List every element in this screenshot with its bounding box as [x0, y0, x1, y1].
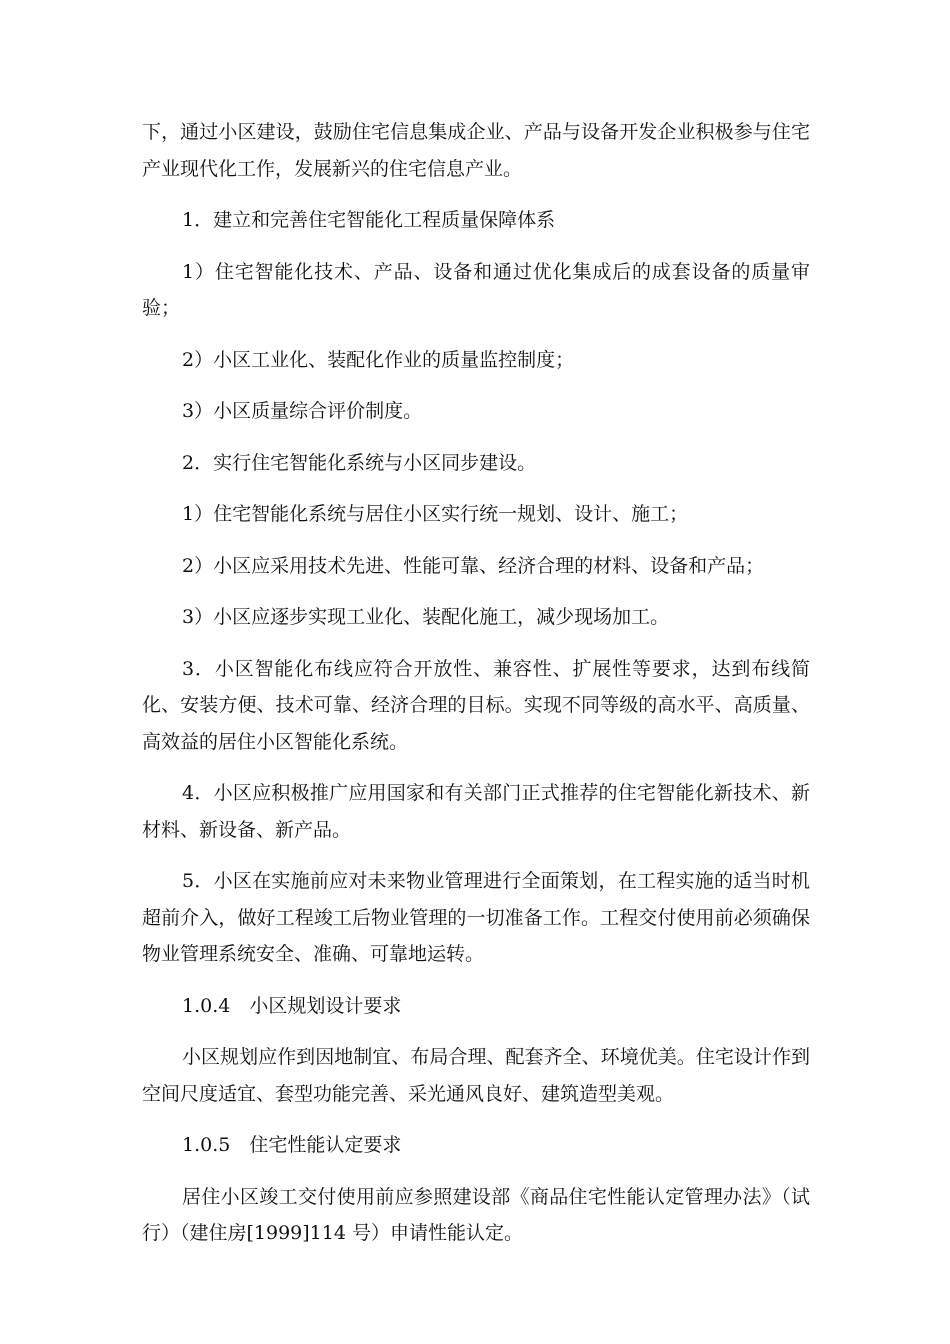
section-1-0-5-heading: 1.0.5 住宅性能认定要求	[182, 1134, 402, 1156]
item-3-paragraph: 3．小区智能化布线应符合开放性、兼容性、扩展性等要求，达到布线简化、安装方便、技术可靠、经济合理的目标。实现不同等级的高水平、高质量、高效益的居住小区智能化系统。	[142, 657, 810, 753]
item-1-sub-1: 1）住宅智能化技术、产品、设备和通过优化集成后的成套设备的质量审验；	[142, 260, 810, 319]
item-4-paragraph: 4．小区应积极推广应用国家和有关部门正式推荐的住宅智能化新技术、新材料、新设备、新产品。	[142, 782, 810, 841]
item-2-heading: 2．实行住宅智能化系统与小区同步建设。	[182, 451, 537, 474]
item-1-sub-2: 2）小区工业化、装配化作业的质量监控制度；	[182, 348, 575, 371]
document-body	[142, 114, 810, 1252]
item-2-sub-1: 1）住宅智能化系统与居住小区实行统一规划、设计、施工；	[182, 503, 689, 525]
item-5-paragraph: 5．小区在实施前应对未来物业管理进行全面策划，在工程实施的适当时机超前介入，做好工程竣工后物业管理的一切准备工作。工程交付使用前必须确保物业管理系统安全、准确、可靠地运转。	[142, 870, 810, 965]
item-1-sub-3: 3）小区质量综合评价制度。	[182, 400, 423, 422]
paragraph-continuation: 下，通过小区建设，鼓励住宅信息集成企业、产品与设备开发企业积极参与住宅产业现代化工作，发展新兴的住宅信息产业。	[142, 121, 810, 180]
section-1-0-5-body: 居住小区竣工交付使用前应参照建设部《商品住宅性能认定管理办法》（试行）（建住房[1999]114 号）申请性能认定。	[142, 1185, 810, 1244]
section-1-0-4-body: 小区规划应作到因地制宜、布局合理、配套齐全、环境优美。住宅设计作到空间尺度适宜、套型功能完善、采光通风良好、建筑造型美观。	[142, 1046, 810, 1105]
section-1-0-4-heading: 1.0.4 小区规划设计要求	[182, 994, 402, 1017]
item-2-sub-3: 3）小区应逐步实现工业化、装配化施工，减少现场加工。	[182, 606, 670, 628]
item-1-heading: 1．建立和完善住宅智能化工程质量保障体系	[182, 209, 556, 231]
item-2-sub-2: 2）小区应采用技术先进、性能可靠、经济合理的材料、设备和产品；	[182, 554, 765, 577]
